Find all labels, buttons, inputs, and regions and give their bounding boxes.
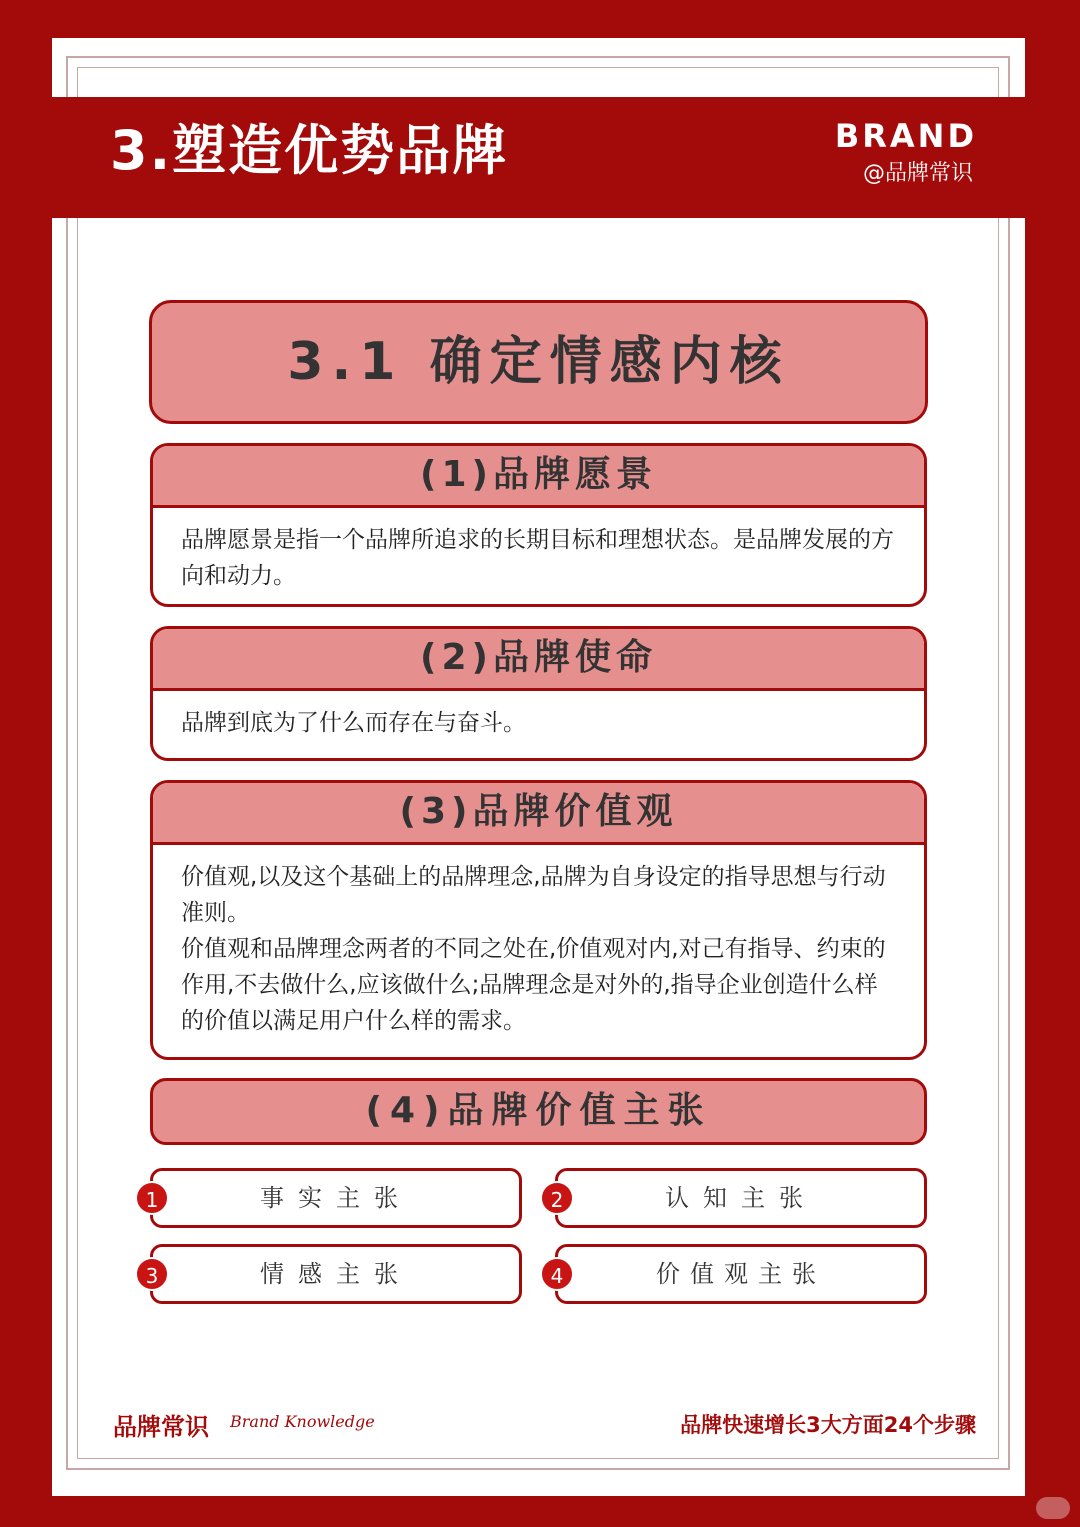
section-card-title: (1)品牌愿景 (153, 446, 924, 508)
paragraph: 品牌愿景是指一个品牌所追求的长期目标和理想状态。是品牌发展的方向和动力。 (181, 527, 894, 589)
section-card-vision (150, 443, 927, 607)
value-item-label: 事实主张 (260, 1184, 412, 1212)
value-item-emotion (150, 1244, 522, 1304)
value-item-label: 认知主张 (665, 1184, 817, 1212)
section-card-values (150, 780, 927, 1060)
value-item-values (555, 1244, 927, 1304)
footer-logo-subtitle: Brand Knowledge (230, 1412, 375, 1431)
footer-series-title: 品牌快速增长3大方面24个步骤 (680, 1413, 976, 1437)
value-item-fact (150, 1168, 522, 1228)
paragraph: 价值观和品牌理念两者的不同之处在,价值观对内,对己有指导、约束的作用,不去做什么,应该做什么;品牌理念是对外的,指导企业创造什么样的价值以满足用户什么样的需求。 (181, 936, 886, 1034)
title-banner (0, 97, 1025, 218)
section-card-title: (3)品牌价值观 (153, 783, 924, 845)
page-title: 3.塑造优势品牌 (110, 119, 509, 182)
value-item-cognition (555, 1168, 927, 1228)
number-badge: 4 (540, 1257, 574, 1291)
paragraph: 品牌到底为了什么而存在与奋斗。 (181, 710, 526, 736)
value-item-label: 情感主张 (260, 1260, 412, 1288)
brand-word: BRAND (834, 117, 977, 155)
section-card-mission (150, 626, 927, 761)
section-card-title: (2)品牌使命 (153, 629, 924, 691)
paragraph: 价值观,以及这个基础上的品牌理念,品牌为自身设定的指导思想与行动准则。 (181, 864, 886, 926)
value-item-label: 价值观主张 (656, 1260, 826, 1288)
section-card-body (153, 691, 924, 741)
number-badge: 3 (135, 1257, 169, 1291)
section-card-body (153, 508, 924, 594)
section-heading-value-proposition: (4)品牌价值主张 (150, 1078, 927, 1145)
section-heading-main: 3.1 确定情感内核 (149, 300, 928, 424)
number-badge: 1 (135, 1181, 169, 1215)
section-card-body (153, 845, 924, 1039)
number-badge: 2 (540, 1181, 574, 1215)
brand-handle: @品牌常识 (862, 161, 973, 186)
footer-logo: 品牌常识 (113, 1412, 209, 1441)
watermark-mark (1036, 1497, 1070, 1519)
